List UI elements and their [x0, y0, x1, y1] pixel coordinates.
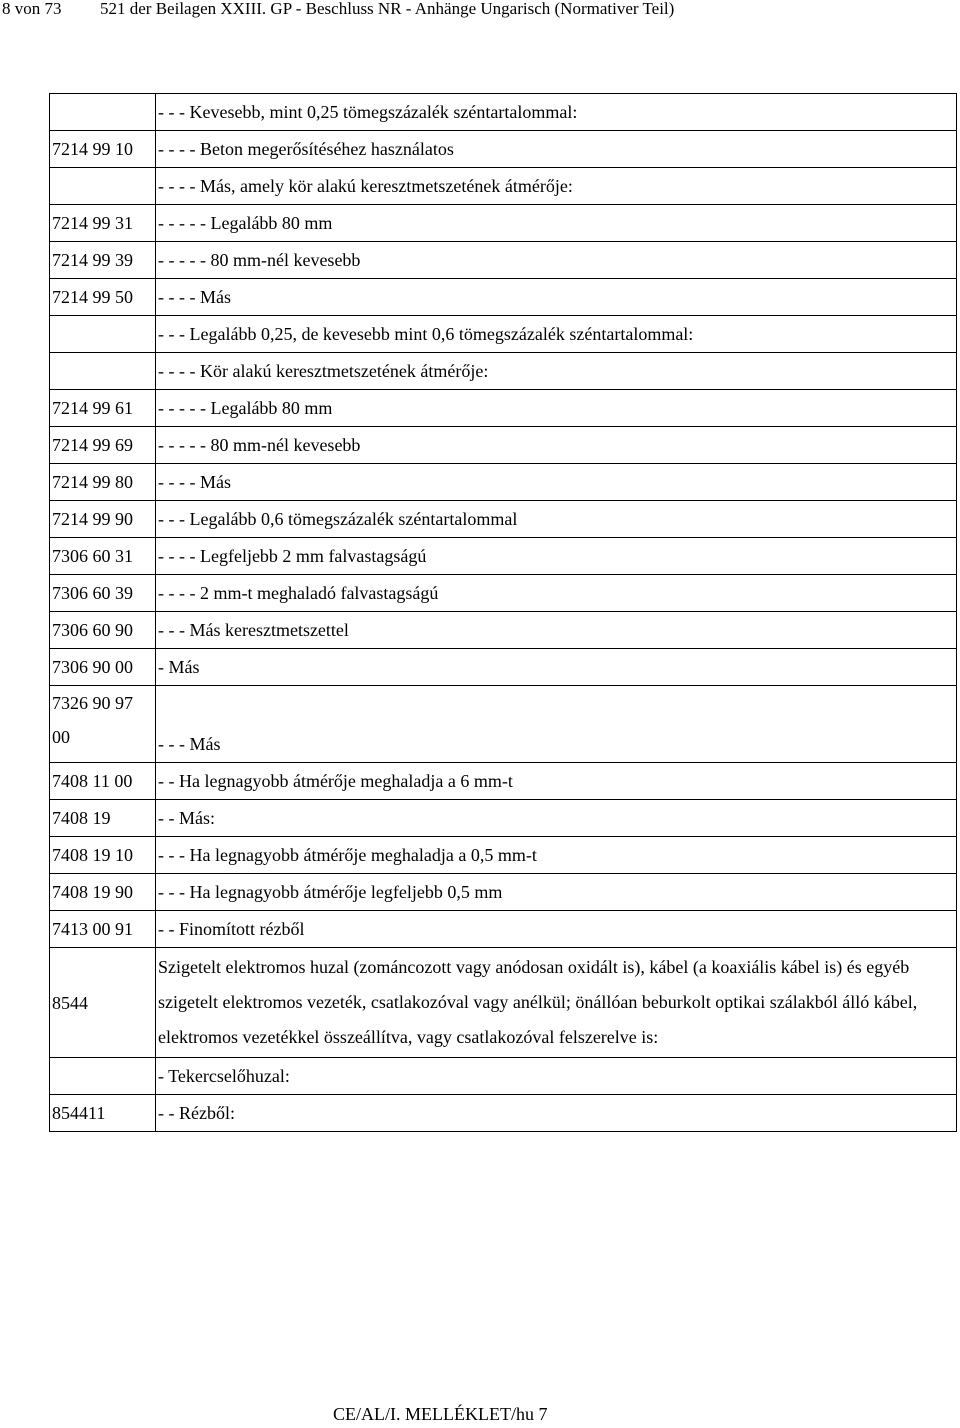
table-row — [50, 1095, 957, 1132]
tariff-code: 7408 11 00 — [50, 763, 156, 800]
tariff-code: 7306 60 31 — [50, 538, 156, 575]
table-row — [50, 279, 957, 316]
tariff-code — [50, 1058, 156, 1095]
page-number: 8 von 73 — [2, 0, 62, 18]
table-row — [50, 649, 957, 686]
tariff-description: - - - - Más — [156, 464, 957, 501]
tariff-code: 7214 99 90 — [50, 501, 156, 538]
table-row — [50, 464, 957, 501]
table-row — [50, 242, 957, 279]
tariff-code — [50, 353, 156, 390]
tariff-description: - - - - - 80 mm-nél kevesebb — [156, 427, 957, 464]
table-row — [50, 501, 957, 538]
table-row — [50, 390, 957, 427]
tariff-description: - - - Ha legnagyobb átmérője legfeljebb 0,5 mm — [156, 874, 957, 911]
tariff-code: 7214 99 80 — [50, 464, 156, 501]
tariff-description: - - - - Kör alakú keresztmetszetének átmérője: — [156, 353, 957, 390]
table-row — [50, 612, 957, 649]
tariff-description: - - - - Más — [156, 279, 957, 316]
tariff-description: - - - - - 80 mm-nél kevesebb — [156, 242, 957, 279]
table-row — [50, 948, 957, 1058]
table-row — [50, 94, 957, 131]
tariff-code: 7306 90 00 — [50, 649, 156, 686]
tariff-description: - - - Más keresztmetszettel — [156, 612, 957, 649]
tariff-description: - - - Kevesebb, mint 0,25 tömegszázalék széntartalommal: — [156, 94, 957, 131]
tariff-description: - Tekercselőhuzal: — [156, 1058, 957, 1095]
tariff-code: 7408 19 90 — [50, 874, 156, 911]
tariff-description: - - Ha legnagyobb átmérője meghaladja a 6 mm-t — [156, 763, 957, 800]
tariff-code: 7326 90 97 00 — [50, 686, 156, 763]
table-row — [50, 837, 957, 874]
table-row — [50, 800, 957, 837]
table-row — [50, 205, 957, 242]
tariff-description: - Más — [156, 649, 957, 686]
tariff-description: - - Más: — [156, 800, 957, 837]
tariff-code: 7408 19 — [50, 800, 156, 837]
table-row — [50, 316, 957, 353]
tariff-code: 7306 60 39 — [50, 575, 156, 612]
tariff-code: 854411 — [50, 1095, 156, 1132]
tariff-code — [50, 316, 156, 353]
table-row — [50, 1058, 957, 1095]
tariff-description: Szigetelt elektromos huzal (zománcozott vagy anódosan oxidált is), kábel (a koaxiális kábel is) és egyéb szigetelt elektromos vezeték, csatlakozóval vagy anélkül; önállóan beburkolt optikai szálakból álló kábel, elektromos vezetékkel összeállítva, vagy csatlakozóval felszerelve is: — [156, 948, 957, 1058]
page-footer: CE/AL/I. MELLÉKLET/hu 7 — [333, 1404, 548, 1424]
tariff-description: - - - - - Legalább 80 mm — [156, 390, 957, 427]
tariff-description: - - - - 2 mm-t meghaladó falvastagságú — [156, 575, 957, 612]
table-row — [50, 131, 957, 168]
tariff-code: 7214 99 69 — [50, 427, 156, 464]
tariff-description: - - - Legalább 0,6 tömegszázalék széntartalommal — [156, 501, 957, 538]
table-row — [50, 874, 957, 911]
tariff-code: 7214 99 61 — [50, 390, 156, 427]
tariff-description: - - Rézből: — [156, 1095, 957, 1132]
tariff-description: - - - Más — [156, 686, 957, 763]
table-row — [50, 353, 957, 390]
table-row — [50, 763, 957, 800]
table-row — [50, 575, 957, 612]
tariff-code: 7306 60 90 — [50, 612, 156, 649]
table-row — [50, 911, 957, 948]
tariff-description: - - Finomított rézből — [156, 911, 957, 948]
tariff-description: - - - Ha legnagyobb átmérője meghaladja a 0,5 mm-t — [156, 837, 957, 874]
tariff-code — [50, 94, 156, 131]
tariff-description: - - - Legalább 0,25, de kevesebb mint 0,6 tömegszázalék széntartalommal: — [156, 316, 957, 353]
tariff-description: - - - - Más, amely kör alakú keresztmetszetének átmérője: — [156, 168, 957, 205]
tariff-description: - - - - - Legalább 80 mm — [156, 205, 957, 242]
tariff-code: 7214 99 39 — [50, 242, 156, 279]
table-row — [50, 538, 957, 575]
tariff-code: 7413 00 91 — [50, 911, 156, 948]
tariff-table — [49, 93, 957, 1132]
document-title: 521 der Beilagen XXIII. GP - Beschluss NR - Anhänge Ungarisch (Normativer Teil) — [100, 0, 675, 18]
tariff-code — [50, 168, 156, 205]
table-row — [50, 168, 957, 205]
table-row — [50, 686, 957, 763]
tariff-code: 7214 99 50 — [50, 279, 156, 316]
tariff-description: - - - - Legfeljebb 2 mm falvastagságú — [156, 538, 957, 575]
table-row — [50, 427, 957, 464]
tariff-description: - - - - Beton megerősítéséhez használatos — [156, 131, 957, 168]
tariff-code: 7214 99 31 — [50, 205, 156, 242]
tariff-code: 8544 — [50, 948, 156, 1058]
tariff-code: 7214 99 10 — [50, 131, 156, 168]
tariff-code: 7408 19 10 — [50, 837, 156, 874]
